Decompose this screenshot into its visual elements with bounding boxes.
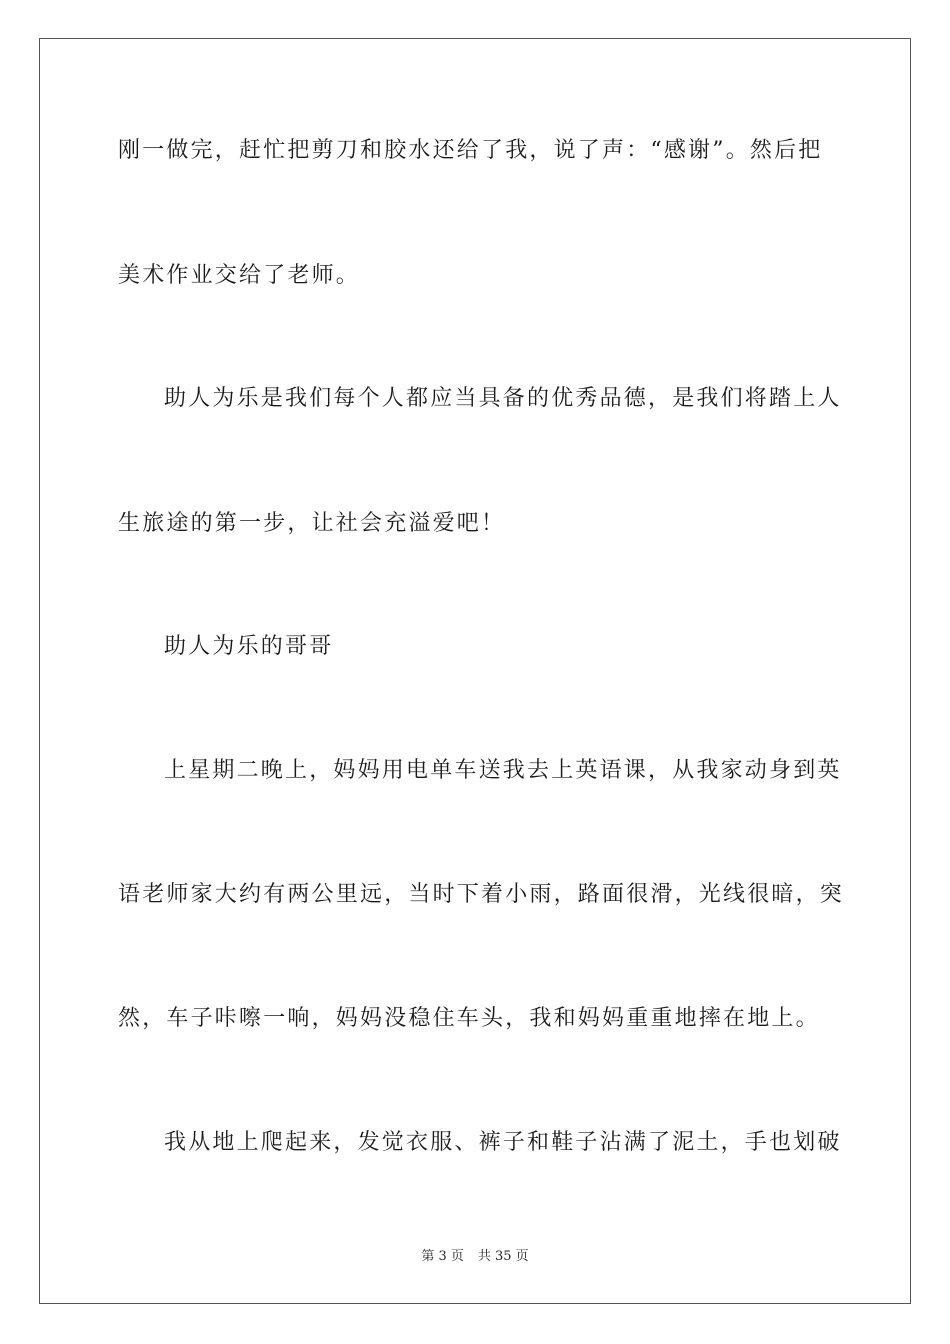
paragraph-line: 然，车子咔嚓一响，妈妈没稳住车头，我和妈妈重重地摔在地上。 [118,1006,820,1031]
page-footer [0,1247,950,1267]
page-total: 共 35 页 [477,1249,529,1264]
paragraph-line: 语老师家大约有两公里远，当时下着小雨，路面很滑，光线很暗，突 [118,882,845,907]
paragraph-line: 上星期二晚上，妈妈用电单车送我去上英语课，从我家动身到英 [164,758,842,783]
section-heading: 助人为乐的哥哥 [164,634,334,659]
paragraph-line: 我从地上爬起来，发觉衣服、裤子和鞋子沾满了泥土，手也划破 [164,1130,842,1155]
paragraph-line: 助人为乐是我们每个人都应当具备的优秀品德，是我们将踏上人 [164,386,842,411]
paragraph-line: 刚一做完，赶忙把剪刀和胶水还给了我，说了声：“感谢”。然后把 [118,138,823,163]
page-border [39,38,911,1304]
paragraph-line: 美术作业交给了老师。 [118,263,361,288]
paragraph-line: 生旅途的第一步，让社会充溢爱吧！ [118,511,506,536]
page-number: 第 3 页 [421,1249,464,1264]
